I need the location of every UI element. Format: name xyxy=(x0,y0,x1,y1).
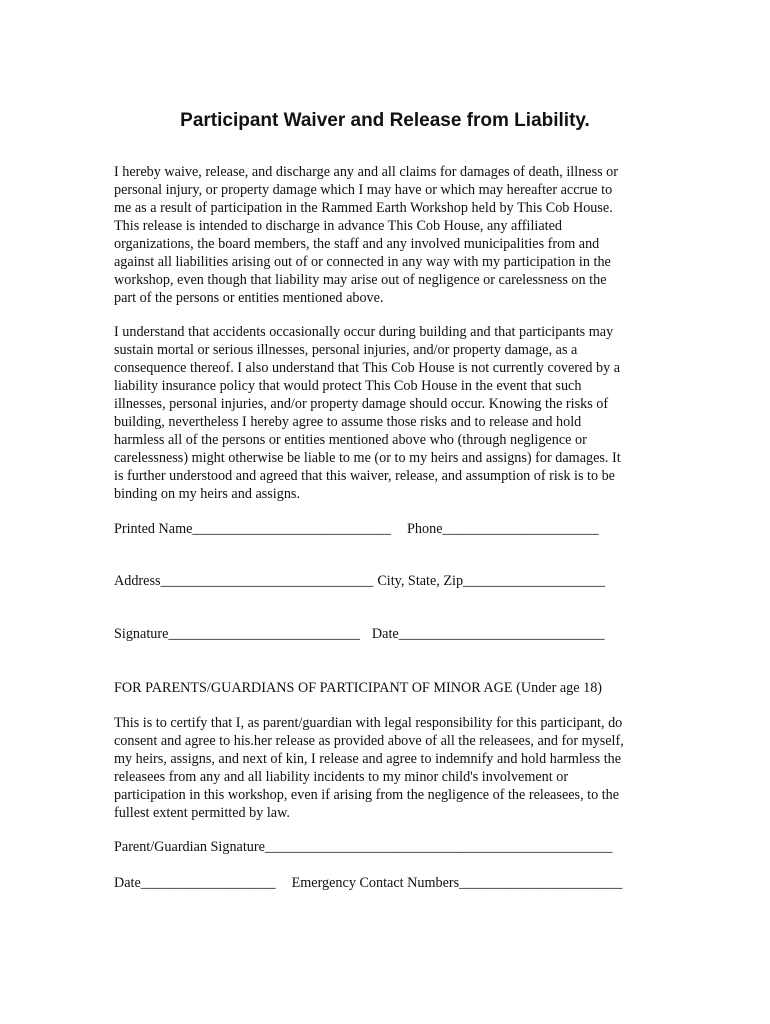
parent-date-field[interactable]: Date___________________ xyxy=(114,875,276,891)
text-line: releasees from any and all liability incidents to my minor child's involvement or xyxy=(114,769,569,785)
text-line: fullest extent permitted by law. xyxy=(114,805,290,821)
text-line: part of the persons or entities mentioned above. xyxy=(114,290,384,306)
emergency-contact-field[interactable]: Emergency Contact Numbers_______________________ xyxy=(291,875,623,891)
text-line: This release is intended to discharge in advance This Cob House, any affiliated xyxy=(114,218,562,234)
phone-field[interactable]: Phone______________________ xyxy=(407,521,599,537)
minor-section-heading: FOR PARENTS/GUARDIANS OF PARTICIPANT OF MINOR AGE (Under age 18) xyxy=(114,680,603,696)
signature-date-row xyxy=(114,625,604,643)
document-title: Participant Waiver and Release from Liability. xyxy=(180,110,590,131)
text-line: personal injury, or property damage which I may have or which may hereafter accrue to xyxy=(114,182,613,198)
text-line: I understand that accidents occasionally occur during building and that participants may xyxy=(114,324,614,340)
text-line: carelessness) might otherwise be liable to me (or to my heirs and assigns) for damages. It xyxy=(114,450,621,466)
text-line: workshop, even though that liability may arise out of negligence or carelessness on the xyxy=(114,272,607,288)
text-line: liability insurance policy that would protect This Cob House in the event that such xyxy=(114,378,582,394)
text-line: I hereby waive, release, and discharge any and all claims for damages of death, illness or xyxy=(114,164,618,180)
text-line: binding on my heirs and assigns. xyxy=(114,486,301,502)
text-line: me as a result of participation in the Rammed Earth Workshop held by This Cob House. xyxy=(114,200,613,216)
signature-field[interactable]: Signature___________________________ xyxy=(114,626,360,642)
date-emergency-row xyxy=(114,874,622,892)
city-state-zip-field[interactable]: City, State, Zip____________________ xyxy=(377,573,605,589)
text-line: is further understood and agreed that this waiver, release, and assumption of risk is to be xyxy=(114,468,615,484)
text-line: building, nevertheless I hereby agree to assume those risks and to release and hold xyxy=(114,414,582,430)
parent-consent-paragraph xyxy=(114,714,662,822)
parent-signature-field[interactable]: Parent/Guardian Signature_________________________________________________ xyxy=(114,839,613,855)
text-line: illnesses, personal injuries, and/or property damage should occur. Knowing the risks of xyxy=(114,396,609,412)
text-line: This is to certify that I, as parent/guardian with legal responsibility for this participant, do xyxy=(114,715,623,731)
text-line: sustain mortal or serious illnesses, personal injuries, and/or property damage, as a xyxy=(114,342,578,358)
text-line: organizations, the board members, the staff and any involved municipalities from and xyxy=(114,236,600,252)
text-line: harmless all of the persons or entities mentioned above who (through negligence or xyxy=(114,432,587,448)
text-line: consent and agree to his.her release as provided above of all the releasees, and for myself, xyxy=(114,733,624,749)
address-field[interactable]: Address______________________________ xyxy=(114,573,374,589)
text-line: participation in this workshop, even if arising from the negligence of the releasees, to the xyxy=(114,787,620,803)
date-field[interactable]: Date_____________________________ xyxy=(371,626,605,642)
text-line: against all liabilities arising out of or connected in any way with my participation in the xyxy=(114,254,611,270)
name-phone-row xyxy=(114,520,599,538)
address-row xyxy=(114,572,605,590)
release-paragraph xyxy=(114,163,662,307)
text-line: consequence thereof. I also understand that This Cob House is not currently covered by a xyxy=(114,360,621,376)
printed-name-field[interactable]: Printed Name____________________________ xyxy=(114,521,392,537)
risk-acknowledgement-paragraph xyxy=(114,323,662,503)
text-line: my heirs, assigns, and next of kin, I release and agree to indemnify and hold harmless the xyxy=(114,751,622,767)
